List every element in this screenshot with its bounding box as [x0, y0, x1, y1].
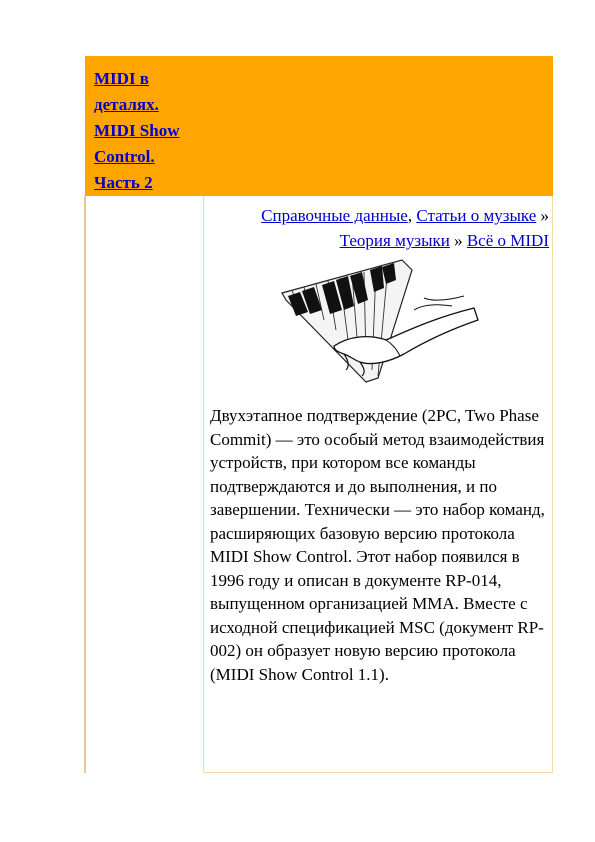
- title-line-3[interactable]: MIDI Show: [94, 121, 180, 140]
- breadcrumb: [212, 203, 549, 253]
- piano-hands-illustration: [274, 258, 482, 383]
- breadcrumb-link-all-about-midi[interactable]: Всё о MIDI: [466, 231, 549, 250]
- breadcrumb-separator: »: [449, 231, 467, 250]
- left-column-rule: [84, 196, 86, 773]
- breadcrumb-separator: »: [536, 206, 549, 225]
- title-line-5[interactable]: Часть 2: [94, 173, 153, 192]
- breadcrumb-separator: ,: [407, 206, 417, 225]
- breadcrumb-link-music-articles[interactable]: Статьи о музыке: [416, 206, 537, 225]
- title-line-2[interactable]: деталях.: [94, 95, 159, 114]
- breadcrumb-link-reference[interactable]: Справочные данные: [261, 206, 408, 225]
- breadcrumb-link-music-theory[interactable]: Теория музыки: [339, 231, 450, 250]
- article-title-banner: [85, 56, 553, 196]
- title-line-4[interactable]: Control.: [94, 147, 155, 166]
- article-paragraph: Двухэтапное подтверждение (2PC, Two Phase Commit) — это особый метод взаимодействия устройств, при котором все команды подтверждаются и до выполнения, и по завершении. Технически — это набор команд, расширяющих базовую версию протокола MIDI Show Control. Этот набор появился в 1996 году и описан в документе RP-014, выпущенном организацией MMA. Вместе с исходной спецификацией MSC (документ RP-002) он образует новую версию протокола (MIDI Show Control 1.1).: [210, 406, 545, 684]
- title-line-1[interactable]: MIDI в: [94, 69, 149, 88]
